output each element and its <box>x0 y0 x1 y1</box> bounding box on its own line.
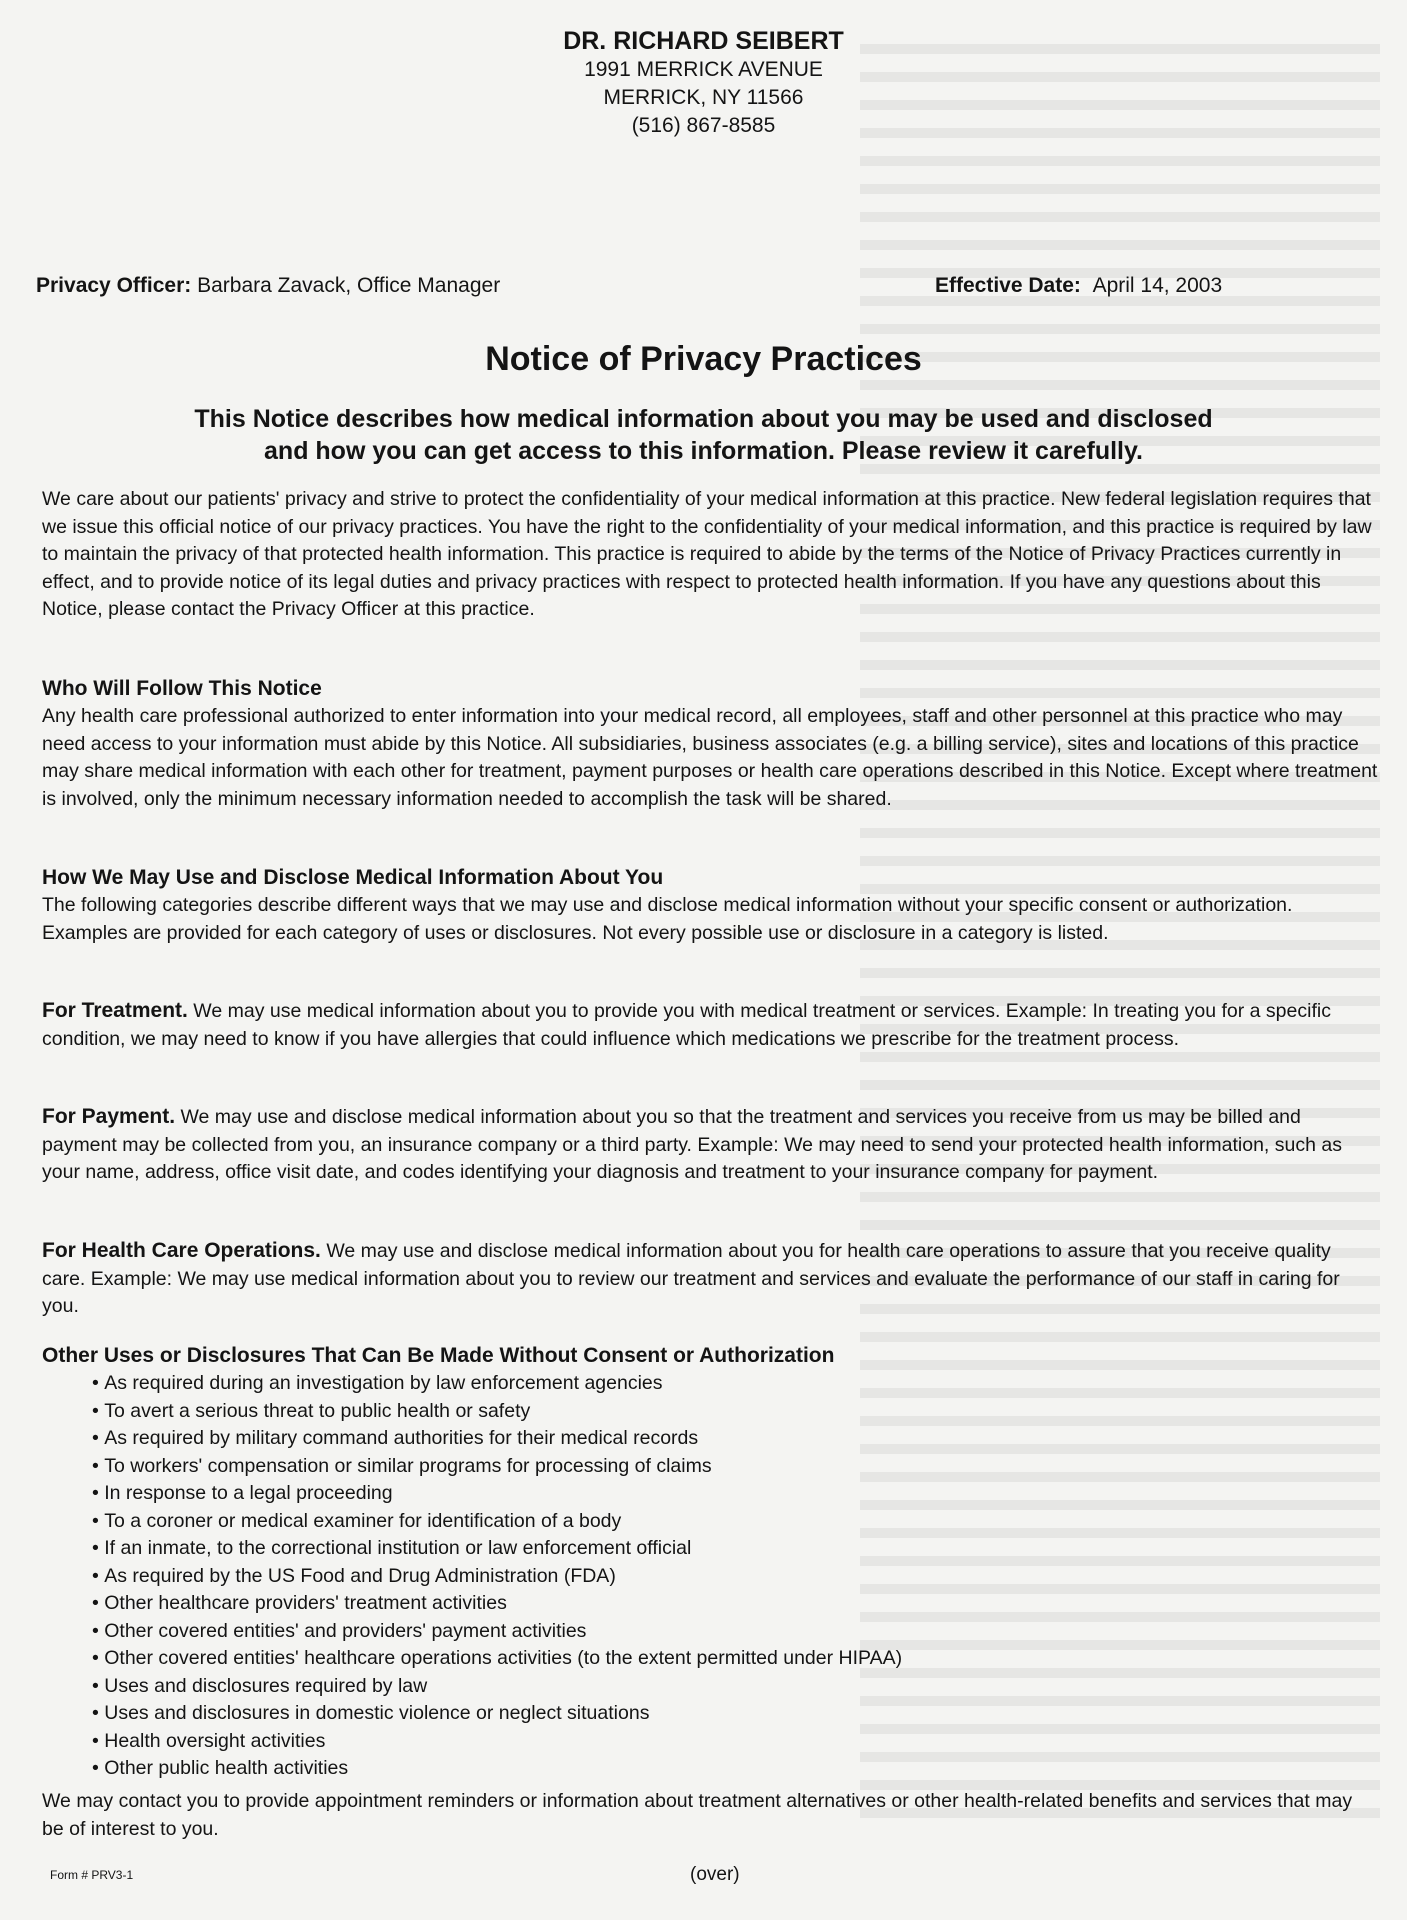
operations-body: We may use and disclose medical information about you for health care operations to assure that you receive quality care. Example: We may use medical information about you to review our treatment and services and evaluate the performance of our staff in caring for you. <box>42 1240 1340 1317</box>
privacy-officer-label: Privacy Officer: <box>36 274 192 297</box>
payment-section <box>42 1103 1378 1187</box>
who-section <box>42 675 1378 813</box>
practice-header <box>0 26 1407 140</box>
list-item: • As required by military command authorities for their medical records <box>92 1425 1378 1453</box>
how-heading: How We May Use and Disclose Medical Information About You <box>42 866 664 889</box>
operations-lead: For Health Care Operations. <box>42 1239 321 1262</box>
payment-body: We may use and disclose medical information about you so that the treatment and services you receive from us may be billed and payment may be collected from you, an insurance company or a third party. Example: We may need to send your protected health information, such as your name, address, office visit date, and codes identifying your diagnosis and treatment to your insurance company for payment. <box>42 1106 1342 1183</box>
list-item: • Health oversight activities <box>92 1728 1378 1756</box>
subtitle-line-1: This Notice describes how medical information about you may be used and disclosed <box>194 405 1213 433</box>
closing-paragraph: We may contact you to provide appointment reminders or information about treatment alternatives or other health-related benefits and services that may be of interest to you. <box>42 1790 1353 1840</box>
privacy-officer-role: , Office Manager <box>345 274 501 297</box>
list-item: • In response to a legal proceeding <box>92 1480 1378 1508</box>
list-item: • Other public health activities <box>92 1755 1378 1783</box>
list-item: • Uses and disclosures in domestic violence or neglect situations <box>92 1700 1378 1728</box>
treatment-lead: For Treatment. <box>42 999 188 1022</box>
effective-date-value: April 14, 2003 <box>1092 274 1223 297</box>
doctor-name: DR. RICHARD SEIBERT <box>563 27 844 55</box>
how-paragraph: The following categories describe different ways that we may use and disclose medical information without your specific consent or authorization. Examples are provided for each category of uses or disclosures. Not every possible use or disclosure in a category is listed. <box>42 894 1293 944</box>
street-address: 1991 MERRICK AVENUE <box>584 58 823 81</box>
effective-date <box>935 274 1222 298</box>
list-item: • Other covered entities' healthcare operations activities (to the extent permitted under HIPAA) <box>92 1645 1378 1673</box>
other-uses-heading: Other Uses or Disclosures That Can Be Made Without Consent or Authorization <box>42 1344 835 1367</box>
other-uses-list <box>42 1370 1378 1783</box>
who-paragraph: Any health care professional authorized to enter information into your medical record, all employees, staff and other personnel at this practice who may need access to your information must abide by this Notice. All subsidiaries, business associates (e.g. a billing service), sites and locations of this practice may share medical information with each other for treatment, payment purposes or health care operations described in this Notice. Except where treatment is involved, only the minimum necessary information needed to accomplish the task will be shared. <box>42 705 1378 810</box>
who-heading: Who Will Follow This Notice <box>42 677 322 700</box>
privacy-officer-name: Barbara Zavack <box>197 274 346 297</box>
intro-section <box>42 486 1378 624</box>
payment-lead: For Payment. <box>42 1105 176 1128</box>
city-state-zip: MERRICK, NY 11566 <box>603 86 804 109</box>
over-label: (over) <box>690 1864 740 1885</box>
notice-subtitle <box>60 403 1347 467</box>
form-number: Form # PRV3-1 <box>50 1868 134 1882</box>
other-uses-section <box>42 1342 1378 1783</box>
effective-date-label: Effective Date: <box>935 274 1081 297</box>
treatment-section <box>42 997 1378 1053</box>
how-section <box>42 864 1378 947</box>
list-item: • Other healthcare providers' treatment activities <box>92 1590 1378 1618</box>
privacy-officer <box>36 274 500 298</box>
subtitle-line-2: and how you can get access to this information. Please review it carefully. <box>264 437 1143 465</box>
treatment-body: We may use medical information about you to provide you with medical treatment or services. Example: In treating you for a specific condition, we may need to know if you have allergies that could influence which medications we prescribe for the treatment process. <box>42 1000 1331 1050</box>
list-item: • Uses and disclosures required by law <box>92 1673 1378 1701</box>
list-item: • As required by the US Food and Drug Administration (FDA) <box>92 1563 1378 1591</box>
operations-section <box>42 1237 1378 1321</box>
intro-paragraph: We care about our patients' privacy and strive to protect the confidentiality of your medical information at this practice. New federal legislation requires that we issue this official notice of our privacy practices. You have the right to the confidentiality of your medical information, and this practice is required by law to maintain the privacy of that protected health information. This practice is required to abide by the terms of the Notice of Privacy Practices currently in effect, and to provide notice of its legal duties and privacy practices with respect to protected health information. If you have any questions about this Notice, please contact the Privacy Officer at this practice. <box>42 488 1372 620</box>
list-item: • As required during an investigation by law enforcement agencies <box>92 1370 1378 1398</box>
list-item: • If an inmate, to the correctional institution or law enforcement official <box>92 1535 1378 1563</box>
list-item: • To workers' compensation or similar programs for processing of claims <box>92 1453 1378 1481</box>
phone-number: (516) 867-8585 <box>631 114 776 137</box>
closing-section <box>42 1788 1378 1843</box>
list-item: • To avert a serious threat to public health or safety <box>92 1398 1378 1426</box>
list-item: • Other covered entities' and providers' payment activities <box>92 1618 1378 1646</box>
list-item: • To a coroner or medical examiner for identification of a body <box>92 1508 1378 1536</box>
notice-title: Notice of Privacy Practices <box>485 340 922 378</box>
